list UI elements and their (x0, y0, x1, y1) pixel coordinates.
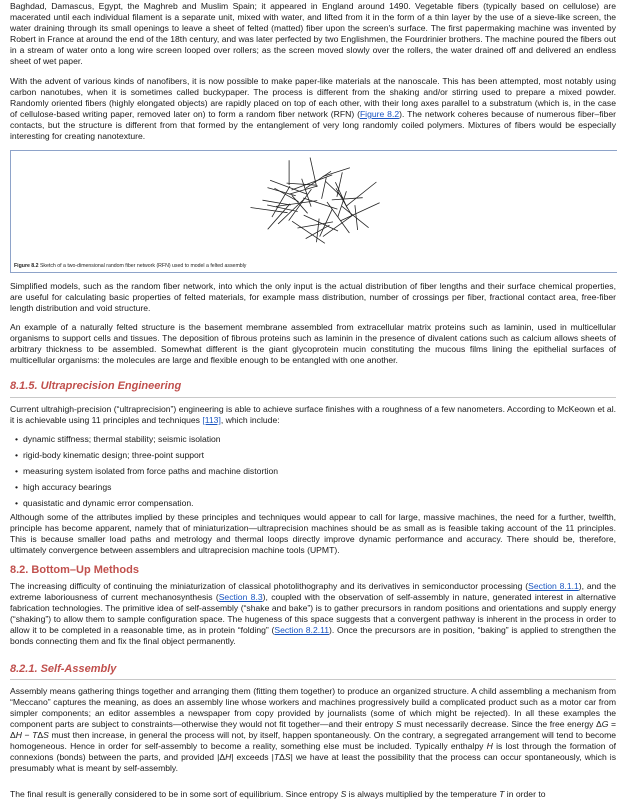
symbol-h: H (486, 741, 493, 751)
heading-rule (10, 679, 616, 680)
heading-8-2-1: 8.2.1. Self-Assembly (10, 663, 117, 675)
self-assembly-text: − (21, 730, 33, 740)
self-assembly-text: is lost through the formation of connexions (bonds) between the parts, and provided |Δ (10, 741, 616, 762)
section-8-1-1-link[interactable]: Section 8.1.1 (528, 581, 579, 591)
principles-list (15, 431, 278, 511)
bottom-up-text-a: The increasing difficulty of continuing the miniaturization of classical photolithography and its derivatives in semiconductor processing ( (10, 581, 529, 591)
paragraph-felted-example: An example of a naturally felted structure is the basement membrane assembled from extracellular matrix proteins such as laminin, used in multicellular organisms to support cells and tissues. The deposition of fibrous proteins such as laminin in the presence of divalent cations such as calcium allows sheets of arbitrary thickness to be assembled. Somewhat different is the giant glycoprotein mucin constituting the mucous films lining the epithelial surfaces of multicellular organisms: the molecules are large and flexible enough to be entangled with one another. (10, 322, 616, 365)
fiber-line (274, 188, 298, 202)
fiber-line (346, 182, 376, 206)
paragraph-nanofibers-text-a: With the advent of various kinds of nanofibers, it is now possible to make paper-like materials at the nanoscale. This has been attempted, most notably using carbon nanotubes, when it is sometimes called buckypaper. The process is different from the shaking and/or stirring used to prepare a mixed powder. Randomly oriented fibers (highly elongated objects) are rapidly placed on top of each other, with their long axes parallel to a substratum (which is, in the case of cellulose-based writing paper, removed later on) to form a random fiber network (RFN) ( (10, 76, 616, 119)
symbol-h: H (225, 752, 232, 762)
self-assembly-text: must necessarily decrease. Since the free energy Δ (401, 719, 602, 729)
fiber-line (322, 177, 327, 199)
paragraph-simplified-models: Simplified models, such as the random fiber network, into which the only input is the actual distribution of fiber lengths and their surface chemical properties, are useful for calculating basic properties of felted materials, for example mass distribution, number of crossings per fiber, fractional contact area, free-fiber length distribution and void structure. (10, 281, 616, 313)
self-assembly-text: | exceeds | (231, 752, 274, 762)
paragraph-papermaking: Baghdad, Damascus, Egypt, the Maghreb and Muslim Spain; it appeared in England around 1490. Vegetable fibers (typically based on cellulose) are macerated until each individual filament is a separate unit, mixed with water, and lifted from it in the form of a thin layer by the use of a sieve-like screen, the water draining through its small openings to leave a sheet of felted (matted) fiber upon the screen's surface. The first papermaking machine was invented by Robert in France at around the end of the 18th century, and was later perfected by two Englishmen, the Fourdrinier brothers. The machine poured the fibers out in a stream of water onto a long wire screen looped over rollers; as the screen moved slowly over the rollers, the water drained off and delivered an endless sheet of wet paper. (10, 1, 616, 66)
list-item: • dynamic stiffness; thermal stability; seismic isolation (15, 431, 278, 447)
fiber-line (278, 199, 305, 224)
figure-label: Figure 8.2 (14, 263, 39, 269)
self-assembly-text: | we have at least the possibility that the process can occur spontaneously, which is presumably what is meant by self-assembly. (10, 752, 616, 773)
paragraph-equilibrium (10, 789, 616, 800)
fiber-line (304, 215, 338, 231)
ultraprecision-intro-text-b: , which include: (220, 415, 280, 425)
self-assembly-text: Assembly means gathering things together and arranging them (fitting them together) to produce an organized structure. A child assembling a mechanism from “Meccano” captures the meaning, as does an assembly line whose workers and machines progressively build a complicated product such as a motor car from simpler components; an editor assembles a newspaper from copy provided by journalists (some of which might be rejected). In all these examples the component parts are subject to constraints—otherwise they would not fit together—and their entropy (10, 686, 616, 729)
section-8-3-link[interactable]: Section 8.3 (218, 592, 263, 602)
random-fiber-network-sketch (11, 151, 617, 261)
paragraph-nanofibers-text-b: ). The network coheres because of numerous fiber–fiber contacts, but the structure is different from that formed by the entanglement of very long randomly coiled polymers. Mixtures of fibers would be especially interesting for creating nanotexture. (10, 109, 617, 141)
fiber-line (355, 205, 358, 230)
fiber-line (336, 188, 352, 215)
section-8-2-11-link[interactable]: Section 8.2.11 (274, 625, 330, 635)
bottom-up-text-d: ). Once the precursors are in position, “baking” is applied to strengthen the bonds connecting them and fix the final object permanently. (10, 625, 616, 646)
fiber-line (263, 200, 291, 205)
list-item: • measuring system isolated from force paths and machine distortion (15, 463, 278, 479)
self-assembly-text: must then increase, in general the process will not, by itself, happen spontaneously. On the contrary, a segregated arrangement will tend to become homogeneous. Hence in order for self-assembly to become a reality, something else must be included. Typically enthalpy (10, 730, 617, 751)
symbol-g: G (601, 719, 609, 729)
fiber-line (306, 225, 330, 238)
self-assembly-text: Δ (37, 730, 44, 740)
symbol-s: S (395, 719, 402, 729)
figure-caption-text: Sketch of a two-dimensional random fiber network (RFN) used to model a felted assembly (38, 263, 247, 269)
self-assembly-text: = Δ (10, 719, 617, 740)
paragraph-nanofibers (10, 76, 616, 142)
self-assembly-text: Δ (279, 752, 285, 762)
equilibrium-text: The final result is generally considered to be in some sort of equilibrium. Since entropy (10, 789, 341, 799)
ultraprecision-intro-text-a: Current ultrahigh-precision (“ultraprecision”) engineering is able to achieve surface finishes with a roughness of a few nanometers. According to McKeown et al. it is achievable using 11 principles and techniques (10, 404, 616, 425)
symbol-h: H (15, 730, 22, 740)
fiber-line (323, 168, 350, 177)
equilibrium-text: is always multiplied by the temperature (346, 789, 500, 799)
symbol-s: S (43, 730, 49, 740)
symbol-s: S (284, 752, 291, 762)
fiber-line (289, 189, 312, 220)
reference-113-link[interactable]: [113] (202, 415, 221, 425)
fiber-line (298, 222, 334, 228)
paragraph-self-assembly (10, 686, 616, 774)
paragraph-ultraprecision-intro (10, 404, 616, 426)
paragraph-twelfth-principle: Although some of the attributes implied by these principles and techniques would appear to call for large, massive machines, the need for a further, twelfth, principle has become apparent, namely that of miniaturization—ultraprecision machines should be as small as is feasible taking account of the 11 principles. This is because smaller load paths and metrology and thermal loops directly improve dynamic performance and accuracy. There should be, therefore, ultimately convergence between assemblers and ultraprecision machine tools (UPMT). (10, 512, 616, 555)
paragraph-bottom-up (10, 581, 616, 647)
fiber-line (326, 182, 343, 199)
list-item: • high accuracy bearings (15, 479, 278, 495)
symbol-s: S (340, 789, 347, 799)
equilibrium-text: in order to (504, 789, 546, 799)
heading-8-2: 8.2. Bottom–Up Methods (10, 564, 139, 576)
bottom-up-text-c: ), coupled with the observation of self-assembly in nature, generated interest in alternative fabrication technologies. The primitive idea of self-assembly (“shake and bake”) is to gather precursors in random positions and orientations and supply energy (“shaking”) to allow them to sample configuration space. The hugeness of this space suggests that a convergent pathway is inherent in the process in order to allow it to be completed in a reasonable time, as in protein “folding” ( (10, 592, 617, 635)
figure-caption (14, 263, 246, 269)
fiber-line (332, 198, 363, 200)
bottom-up-text-b: ), and the extreme laboriousness of current mechanosynthesis ( (10, 581, 616, 602)
figure-8-2-link[interactable]: Figure 8.2 (359, 109, 400, 119)
symbol-t: T (273, 752, 280, 762)
fiber-line (268, 188, 296, 196)
symbol-t: T (499, 789, 505, 799)
heading-8-1-5: 8.1.5. Ultraprecision Engineering (10, 380, 182, 392)
list-item: • quasistatic and dynamic error compensation. (15, 495, 278, 511)
list-item: • rigid-body kinematic design; three-point support (15, 447, 278, 463)
heading-rule (10, 397, 616, 398)
symbol-t: T (32, 730, 38, 740)
figure-8-2 (10, 150, 617, 273)
